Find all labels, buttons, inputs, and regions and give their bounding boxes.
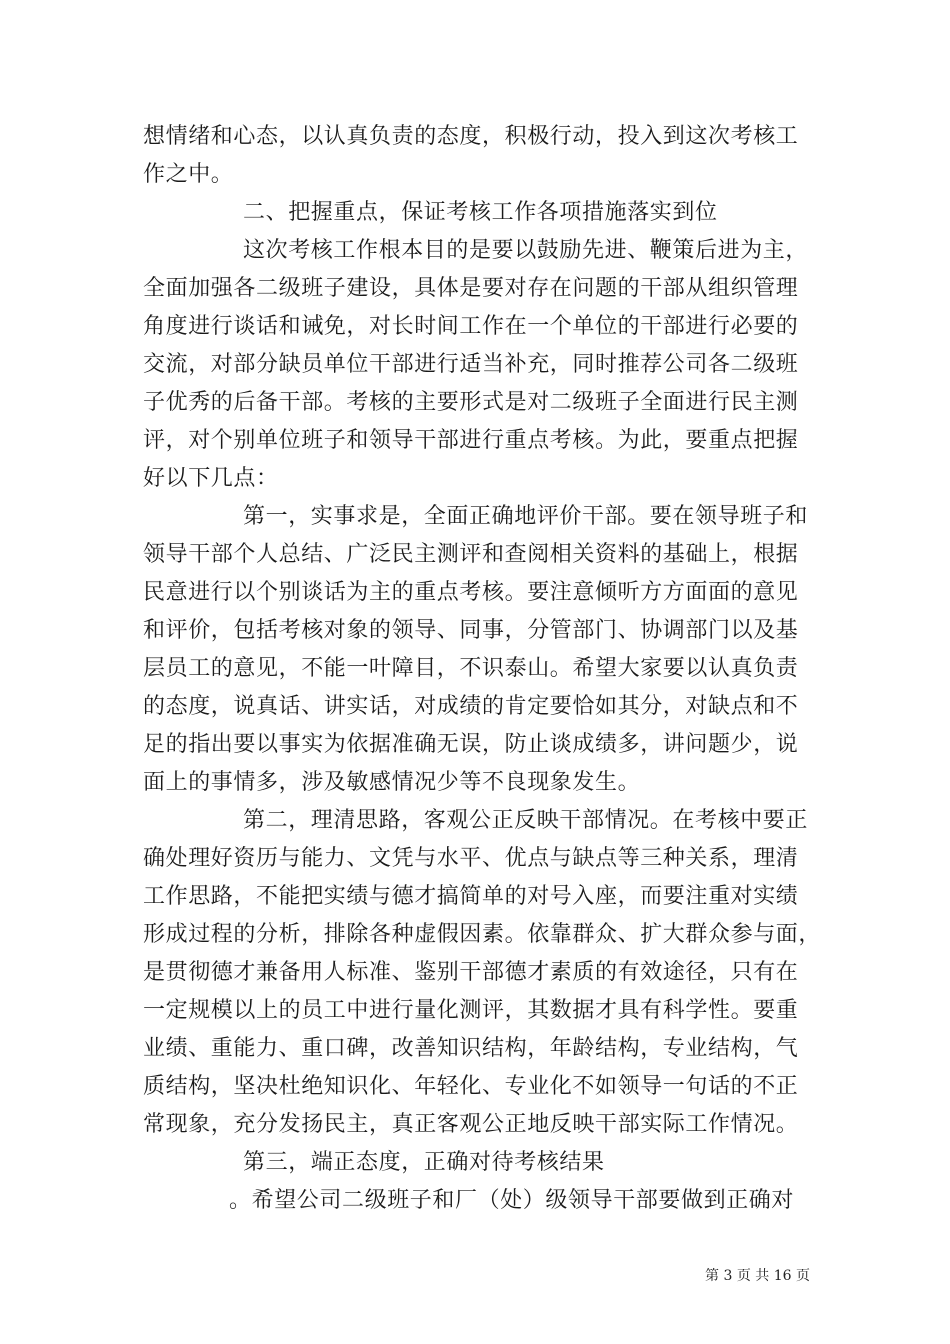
body-text-line: 民意进行以个别谈话为主的重点考核。要注意倾听方方面面的意见 — [143, 580, 799, 605]
body-text-line: 全面加强各二级班子建设，具体是要对存在问题的干部从组织管理 — [143, 276, 799, 301]
body-text-line: 子优秀的后备干部。考核的主要形式是对二级班子全面进行民主测 — [143, 390, 799, 415]
body-text-line: 角度进行谈话和诫免，对长时间工作在一个单位的干部进行必要的 — [143, 314, 799, 339]
body-text-line: 这次考核工作根本目的是要以鼓励先进、鞭策后进为主， — [243, 238, 809, 263]
body-text-line: 足的指出要以事实为依据准确无误，防止谈成绩多，讲问题少，说 — [143, 732, 799, 757]
section-heading: 二、把握重点，保证考核工作各项措施落实到位 — [243, 200, 718, 225]
body-text-line: 层员工的意见，不能一叶障目，不识泰山。希望大家要以认真负责 — [143, 656, 799, 681]
body-text-line: 作之中。 — [143, 162, 234, 187]
body-text-line: 常现象，充分发扬民主，真正客观公正地反映干部实际工作情况。 — [143, 1112, 799, 1137]
body-text-line: 一定规模以上的员工中进行量化测评，其数据才具有科学性。要重 — [143, 998, 799, 1023]
body-text-line: 业绩、重能力、重口碑，改善知识结构，年龄结构，专业结构，气 — [143, 1036, 799, 1061]
body-text-line: 。希望公司二级班子和厂（处）级领导干部要做到正确对 — [229, 1188, 795, 1213]
body-text-line: 想情绪和心态，以认真负责的态度，积极行动，投入到这次考核工 — [143, 124, 799, 149]
body-text-line: 形成过程的分析，排除各种虚假因素。依靠群众、扩大群众参与面， — [143, 922, 822, 947]
page-number-footer: 第 3 页 共 16 页 — [705, 1268, 810, 1284]
body-text-line: 领导干部个人总结、广泛民主测评和查阅相关资料的基础上，根据 — [143, 542, 799, 567]
section-heading: 第三，端正态度，正确对待考核结果 — [243, 1150, 605, 1175]
body-text-line: 质结构，坚决杜绝知识化、年轻化、专业化不如领导一句话的不正 — [143, 1074, 799, 1099]
body-text-line: 面上的事情多，涉及敏感情况少等不良现象发生。 — [143, 770, 641, 795]
body-text-line: 交流，对部分缺员单位干部进行适当补充，同时推荐公司各二级班 — [143, 352, 799, 377]
body-text-line: 确处理好资历与能力、文凭与水平、优点与缺点等三种关系，理清 — [143, 846, 799, 871]
body-text-line: 是贯彻德才兼备用人标准、鉴别干部德才素质的有效途径，只有在 — [143, 960, 799, 985]
body-text-line: 的态度，说真话、讲实话，对成绩的肯定要恰如其分，对缺点和不 — [143, 694, 799, 719]
body-text-line: 评，对个别单位班子和领导干部进行重点考核。为此，要重点把握 — [143, 428, 799, 453]
body-text-line: 工作思路，不能把实绩与德才搞简单的对号入座，而要注重对实绩 — [143, 884, 799, 909]
body-text-line: 第二，理清思路，客观公正反映干部情况。在考核中要正 — [243, 808, 809, 833]
body-text-line: 好以下几点： — [143, 466, 279, 491]
body-text-line: 第一，实事求是，全面正确地评价干部。要在领导班子和 — [243, 504, 809, 529]
body-text-line: 和评价，包括考核对象的领导、同事，分管部门、协调部门以及基 — [143, 618, 799, 643]
